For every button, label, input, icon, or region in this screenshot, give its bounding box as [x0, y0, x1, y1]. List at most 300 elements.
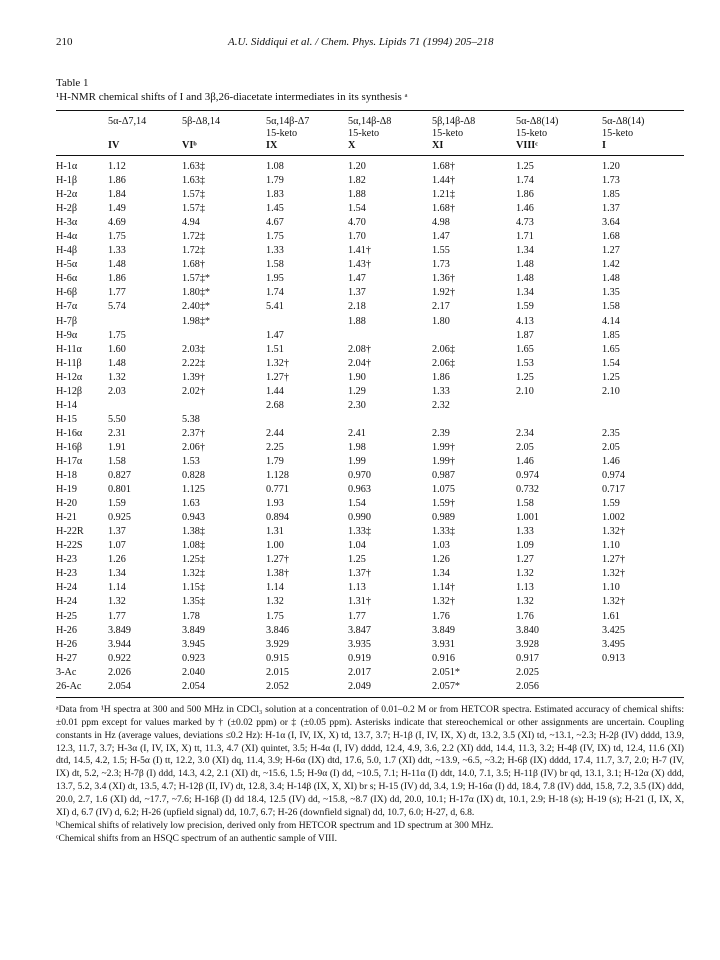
row-label: H-24 — [56, 596, 77, 608]
table-cell: 2.34 — [516, 427, 534, 439]
table-cell: 1.55 — [432, 245, 450, 257]
col-header-line1: 5α,14β-Δ7 — [266, 116, 310, 127]
table-cell: 2.68 — [266, 399, 284, 411]
table-cell: 1.00 — [266, 540, 284, 552]
table-cell — [432, 413, 516, 427]
table-cell: 2.31 — [108, 427, 126, 439]
table-cell: 1.10 — [602, 582, 620, 594]
row-label: H-16α — [56, 427, 83, 439]
table-cell: 5.50 — [108, 413, 126, 425]
col-header-line2 — [182, 128, 266, 140]
row-label: 3-Ac — [56, 666, 77, 678]
table-cell: 4.98 — [432, 217, 450, 229]
row-label: H-3α — [56, 217, 78, 229]
row-label: H-6α — [56, 273, 78, 285]
table-cell: 1.001 — [516, 512, 539, 524]
table-cell: 0.922 — [108, 652, 131, 664]
row-label: H-24 — [56, 582, 77, 594]
table-row — [56, 497, 684, 511]
table-cell: 1.32 — [266, 596, 284, 608]
table-row — [56, 286, 684, 300]
table-cell: 1.27† — [266, 554, 289, 566]
table-cell: 1.86 — [108, 175, 126, 187]
table-cell: 1.68† — [432, 203, 455, 215]
table-cell: 1.25 — [516, 161, 534, 172]
table-cell: 1.26 — [432, 554, 450, 566]
table-cell: 1.61 — [602, 610, 620, 622]
table-cell: 3.944 — [108, 638, 131, 650]
table-cell: 1.75 — [266, 610, 284, 622]
header-corner — [56, 140, 108, 156]
table-row — [56, 258, 684, 272]
row-label: H-4β — [56, 245, 78, 257]
table-cell: 1.37 — [348, 287, 366, 299]
table-row — [56, 567, 684, 581]
table-cell: 1.63‡ — [182, 175, 205, 187]
table-cell: 4.14 — [602, 315, 620, 327]
table-cell: 3.935 — [348, 638, 371, 650]
col-header-compound: XI — [432, 140, 444, 151]
table-cell: 1.76 — [432, 610, 450, 622]
table-cell: 1.76 — [516, 610, 534, 622]
table-cell: 1.78 — [182, 610, 200, 622]
row-label: H-22S — [56, 540, 83, 552]
table-cell: 0.827 — [108, 470, 131, 482]
table-cell: 1.44 — [266, 385, 284, 397]
row-label: H-16β — [56, 441, 83, 453]
table-cell: 3.425 — [602, 624, 625, 636]
table-cell: 1.08‡ — [182, 540, 205, 552]
row-label: H-7β — [56, 315, 78, 327]
table-caption — [56, 76, 684, 104]
table-cell: 2.35 — [602, 427, 620, 439]
table-cell: 1.128 — [266, 470, 289, 482]
table-cell — [602, 399, 684, 413]
table-cell: 4.67 — [266, 217, 284, 229]
col-header-line2: 15-keto — [516, 128, 548, 139]
table-cell: 0.990 — [348, 512, 371, 524]
table-cell: 0.717 — [602, 484, 625, 496]
table-cell: 1.57‡ — [182, 189, 205, 201]
table-cell: 1.72‡ — [182, 245, 205, 257]
col-header-compound: IV — [108, 140, 120, 151]
table-cell: 1.73 — [432, 259, 450, 271]
table-cell: 1.86 — [516, 189, 534, 201]
table-cell: 0.732 — [516, 484, 539, 496]
table-cell: 1.32† — [602, 568, 625, 580]
table-cell: 1.86 — [432, 371, 450, 383]
table-cell: 1.75 — [108, 329, 126, 341]
table-cell: 1.14 — [108, 582, 126, 594]
table-cell: 5.41 — [266, 301, 284, 313]
table-cell: 1.36† — [432, 273, 455, 285]
header-corner — [56, 128, 108, 140]
table-cell: 1.08 — [266, 161, 284, 172]
row-label: H-1α — [56, 161, 78, 172]
table-cell: 1.002 — [602, 512, 625, 524]
header-row-keto — [56, 128, 684, 140]
row-label: H-19 — [56, 484, 77, 496]
table-row — [56, 188, 684, 202]
table-cell: 1.86 — [108, 273, 126, 285]
table-cell: 1.59 — [602, 498, 620, 510]
table-cell: 1.54 — [348, 498, 366, 510]
table-cell: 2.056 — [516, 680, 539, 692]
table-cell: 1.35 — [602, 287, 620, 299]
table-cell: 1.10 — [602, 540, 620, 552]
table-cell: 0.916 — [432, 652, 455, 664]
table-cell: 1.93 — [266, 498, 284, 510]
header-row-compound — [56, 140, 684, 156]
row-label: H-1β — [56, 175, 78, 187]
col-header-line2: 15-keto — [432, 128, 464, 139]
row-label: H-9α — [56, 329, 78, 341]
table-cell: 1.07 — [108, 540, 126, 552]
table-cell: 2.17 — [432, 301, 450, 313]
table-cell — [602, 680, 684, 697]
col-header-line2: 15-keto — [602, 128, 634, 139]
table-cell: 1.46 — [516, 203, 534, 215]
table-cell: 3.928 — [516, 638, 539, 650]
footnote-b: ᵇChemical shifts of relatively low precision, derived only from HETCOR spectrum and 1D spectrum at 300 MHz. — [56, 819, 494, 831]
table-cell: 4.94 — [182, 217, 200, 229]
table-cell: 1.73 — [602, 175, 620, 187]
table-row — [56, 455, 684, 469]
table-row — [56, 511, 684, 525]
table-cell: 2.08† — [348, 343, 371, 355]
table-cell: 1.20 — [602, 161, 620, 172]
table-cell: 3.849 — [432, 624, 455, 636]
table-cell — [348, 329, 432, 343]
table-cell: 1.38‡ — [182, 526, 205, 538]
table-cell: 2.03 — [108, 385, 126, 397]
table-cell: 1.09 — [516, 540, 534, 552]
row-label: H-12β — [56, 385, 83, 397]
header-row-structure — [56, 111, 684, 128]
table-cell: 0.913 — [602, 652, 625, 664]
table-cell: 1.41† — [348, 245, 371, 257]
row-label: 26-Ac — [56, 680, 82, 692]
table-cell: 1.65 — [602, 343, 620, 355]
table-cell: 1.51 — [266, 343, 284, 355]
table-cell: 2.40‡* — [182, 301, 211, 313]
table-cell: 1.03 — [432, 540, 450, 552]
row-label: H-6β — [56, 287, 78, 299]
table-cell: 1.14† — [432, 582, 455, 594]
table-cell: 0.915 — [266, 652, 289, 664]
table-cell: 1.32‡ — [182, 568, 205, 580]
row-label: H-11α — [56, 343, 82, 355]
col-header-line1: 5β,14β-Δ8 — [432, 116, 476, 127]
table-cell: 2.05 — [516, 441, 534, 453]
table-cell: 0.943 — [182, 512, 205, 524]
table-row — [56, 610, 684, 624]
table-cell: 1.15‡ — [182, 582, 205, 594]
table-cell: 1.49 — [108, 203, 126, 215]
col-header-line1: 5α-Δ8(14) — [516, 116, 559, 127]
table-cell: 1.80 — [432, 315, 450, 327]
footnote-c: ᶜChemical shifts from an HSQC spectrum of an authentic sample of VIII. — [56, 832, 337, 844]
row-label: H-26 — [56, 624, 77, 636]
table-cell: 1.58 — [108, 455, 126, 467]
table-cell: 2.06‡ — [432, 343, 455, 355]
table-cell: 1.33‡ — [348, 526, 371, 538]
table-cell: 2.04† — [348, 357, 371, 369]
table-cell: 1.63 — [182, 498, 200, 510]
table-cell: 1.57‡ — [182, 203, 205, 215]
col-header-line1: 5β-Δ8,14 — [182, 116, 221, 127]
footnote-a: ᵃData from ¹H spectra at 300 and 500 MHz in CDCl₃ solution at a concentration of 0.01–0.2 M or from HETCOR spectra. Estimated accuracy of chemical shifts: ±0.01 ppm except for values marked by † (±0.02 ppm) or ‡ (±0.05 ppm). Asterisks indicate that stereochemical or other assignments are uncertain. Coupling constants in Hz (average values, deviations ≤0.2 Hz): H-1α (I, IV, IX, X) td, 13.7, 3.7; H-1β (I, IV, IX, X) dt, 13.2, 3.5 (XI) td, ~13.1, ~2.3; H-2β (IV) dddd, 13.9, 12.3, 11.7, 3.7; H-3α (I, IV, IX, X) tt, 11.3, 4.7 (XI) quintet, 3.5; H-4α (I, IV) dddd, 12.4, 4.9, 3.6, 2.2 (XI) ddd, 14.4, 11.3, 3.2; H-4β (IV, IX) td, 12.4, 11.6 (XI) dtd, 14.5, 4.2, 1.5; H-5α (I) tt, 12.2, 3.0 (XI) dq, 11.4, 3.9; H-6α (IX) dtd, 17.6, 5.0, 1.7 (XI) ddt, ~13.9, ~6.5, ~3.2; H-6β (IX) dddd, 17.4, 11.7, 3.7, 2.0; H-7 (IV, IX) dt, 5.2, ~2.3; H-7β (I) ddd, 14.3, 4.2, 2.1 (XI) dt, ~15.6, 1.5; H-9α (I) dd, ~10.5, 7.1; H-11α (I) ddt, 14.0, 7.1, 3.5; H-11β (IV) br qd, 13.1, 3.1; H-12α (X) ddd, 13.7, 5.2, 3.4 (XI) dt, 13.5, 4.7; H-12β (II, IV) dt, 12.8, 3.4; H-14β (IX, X, XI) br s; H-15 (IV) dd, 3.4, 1.9; H-16α (I) dd, 18.4, 7.8 (IV) ddd, 15.8, 7.2, 3.5 (IX) ddd, 20.0, 2.7, 1.6 (XI) dd, ~17.7, ~7.6; H-16β (I) dd 18.4, 12.5 (IV) dd, ~15.8, ~8.7 (IX) dd, 20.0, 10.1; H-17α (IX) dt, 10.1, 2.9; H-18 (s); H-19 (s); H-21 (I, IX, X, XI) d, 6.7 (IV) d, 6.2; H-26 (upfield signal) dd, 10.7, 6.7; H-26 (downfield signal) dd, 10.7, 6.0; H-27, d, 6.8. — [56, 703, 684, 819]
table-cell: 1.88 — [348, 315, 366, 327]
table-cell: 1.37† — [348, 568, 371, 580]
table-cell: 0.801 — [108, 484, 131, 496]
table-cell: 2.025 — [516, 666, 539, 678]
table-cell: 0.919 — [348, 652, 371, 664]
table-cell: 1.27† — [266, 371, 289, 383]
table-cell — [266, 413, 348, 427]
col-header-line2: 15-keto — [266, 128, 298, 139]
table-row — [56, 553, 684, 567]
row-label: H-2β — [56, 203, 78, 215]
row-label: H-21 — [56, 512, 77, 524]
table-cell: 1.37 — [108, 526, 126, 538]
table-cell: 1.92† — [432, 287, 455, 299]
table-cell: 2.040 — [182, 666, 205, 678]
table-cell: 1.075 — [432, 484, 455, 496]
row-label: H-5α — [56, 259, 78, 271]
row-label: H-12α — [56, 371, 83, 383]
table-cell: 1.48 — [108, 357, 126, 369]
table-cell: 1.95 — [266, 273, 284, 285]
table-cell: 1.26 — [108, 554, 126, 566]
table-cell: 1.68 — [602, 231, 620, 243]
table-cell — [108, 315, 182, 329]
table-cell: 1.57‡* — [182, 273, 211, 285]
table-cell: 1.90 — [348, 371, 366, 383]
table-cell: 1.99† — [432, 441, 455, 453]
table-cell: 1.12 — [108, 161, 126, 172]
table-cell: 1.98‡* — [182, 315, 211, 327]
table-cell: 1.39† — [182, 371, 205, 383]
journal-citation: A.U. Siddiqui et al. / Chem. Phys. Lipids 71 (1994) 205–218 — [228, 36, 494, 48]
table-cell: 1.58 — [266, 259, 284, 271]
table-cell: 2.054 — [182, 680, 205, 692]
table-cell: 0.989 — [432, 512, 455, 524]
row-label: H-26 — [56, 638, 77, 650]
table-cell: 1.75 — [108, 231, 126, 243]
row-label: H-23 — [56, 568, 77, 580]
table-cell: 4.73 — [516, 217, 534, 229]
table-cell: 1.32 — [516, 596, 534, 608]
table-cell: 1.42 — [602, 259, 620, 271]
table-row — [56, 413, 684, 427]
table-cell: 4.70 — [348, 217, 366, 229]
table-cell: 1.77 — [108, 287, 126, 299]
table-cell: 2.054 — [108, 680, 131, 692]
row-label: H-22R — [56, 526, 84, 538]
table-cell: 1.80‡* — [182, 287, 211, 299]
table-cell — [348, 413, 432, 427]
page — [56, 36, 684, 846]
table-cell: 0.771 — [266, 484, 289, 496]
table-cell — [602, 666, 684, 680]
table-cell: 1.21‡ — [432, 189, 455, 201]
table-row — [56, 469, 684, 483]
table-cell: 2.44 — [266, 427, 284, 439]
table-cell: 2.03‡ — [182, 343, 205, 355]
table-cell: 1.99† — [432, 455, 455, 467]
table-cell: 3.846 — [266, 624, 289, 636]
table-cell: 1.25 — [348, 554, 366, 566]
table-cell: 1.32 — [516, 568, 534, 580]
table-cell: 1.27 — [516, 554, 534, 566]
table-cell: 4.13 — [516, 315, 534, 327]
row-label: H-20 — [56, 498, 77, 510]
table-cell: 1.85 — [602, 189, 620, 201]
table-cell: 3.849 — [182, 624, 205, 636]
table-row — [56, 624, 684, 638]
table-cell: 1.48 — [516, 273, 534, 285]
table-cell: 1.47 — [432, 231, 450, 243]
table-cell: 0.974 — [516, 470, 539, 482]
table-cell: 1.47 — [348, 273, 366, 285]
table-cell: 1.91 — [108, 441, 126, 453]
table-row — [56, 638, 684, 652]
table-cell: 0.923 — [182, 652, 205, 664]
table-cell: 2.05 — [602, 441, 620, 453]
table-cell: 0.925 — [108, 512, 131, 524]
table-cell: 1.59 — [516, 301, 534, 313]
table-cell: 1.79 — [266, 175, 284, 187]
table-cell: 1.63‡ — [182, 161, 205, 172]
row-label: H-25 — [56, 610, 77, 622]
table-cell: 2.41 — [348, 427, 366, 439]
table-row — [56, 399, 684, 413]
table-cell: 1.27† — [602, 554, 625, 566]
table-cell: 1.54 — [602, 357, 620, 369]
table-body — [56, 156, 684, 697]
table-cell — [432, 329, 516, 343]
table-cell: 1.65 — [516, 343, 534, 355]
table-cell: 1.58 — [516, 498, 534, 510]
table-row — [56, 216, 684, 230]
table-cell: 1.77 — [108, 610, 126, 622]
table-cell: 1.34 — [516, 287, 534, 299]
table-cell: 1.85 — [602, 329, 620, 341]
table-cell: 1.35‡ — [182, 596, 205, 608]
row-label: H-18 — [56, 470, 77, 482]
table-cell: 3.847 — [348, 624, 371, 636]
table-cell: 1.33 — [432, 385, 450, 397]
table-cell: 1.38† — [266, 568, 289, 580]
table-cell: 1.31 — [266, 526, 284, 538]
table-row — [56, 539, 684, 553]
table-cell: 2.06† — [182, 441, 205, 453]
table-row — [56, 357, 684, 371]
table-row — [56, 315, 684, 329]
row-label: H-11β — [56, 357, 82, 369]
table-cell: 1.87 — [516, 329, 534, 341]
table-cell — [182, 399, 266, 413]
table-cell: 1.44† — [432, 175, 455, 187]
table-cell: 1.32 — [108, 371, 126, 383]
table-cell: 1.48 — [602, 273, 620, 285]
table-cell: 1.53 — [182, 455, 200, 467]
table-cell: 1.33‡ — [432, 526, 455, 538]
table-cell: 1.25‡ — [182, 554, 205, 566]
table-row — [56, 652, 684, 666]
table-cell: 1.32 — [108, 596, 126, 608]
table-cell: 1.37 — [602, 203, 620, 215]
table-cell: 2.25 — [266, 441, 284, 453]
table-cell: 1.53 — [516, 357, 534, 369]
col-header-compound: X — [348, 140, 356, 151]
table-cell: 2.18 — [348, 301, 366, 313]
table-cell: 1.34 — [516, 245, 534, 257]
table-cell: 0.963 — [348, 484, 371, 496]
table-cell: 1.60 — [108, 343, 126, 355]
table-cell: 1.13 — [516, 582, 534, 594]
table-cell: 1.04 — [348, 540, 366, 552]
table-cell: 5.38 — [182, 413, 200, 425]
table-cell: 2.37† — [182, 427, 205, 439]
table-cell: 2.06‡ — [432, 357, 455, 369]
table-cell: 2.32 — [432, 399, 450, 411]
table-cell: 1.32† — [266, 357, 289, 369]
table-cell: 0.987 — [432, 470, 455, 482]
col-header-compound: I — [602, 140, 606, 151]
table-cell: 1.29 — [348, 385, 366, 397]
nmr-table — [56, 111, 684, 697]
table-cell: 1.48 — [516, 259, 534, 271]
table-cell: 1.14 — [266, 582, 284, 594]
table-cell: 1.99 — [348, 455, 366, 467]
row-label: H-14 — [56, 399, 77, 411]
running-header — [56, 36, 684, 48]
table-cell: 0.970 — [348, 470, 371, 482]
table-cell: 2.057* — [432, 680, 461, 692]
table-cell: 1.46 — [602, 455, 620, 467]
table-cell: 4.69 — [108, 217, 126, 229]
table-cell — [516, 413, 602, 427]
table-cell: 2.22‡ — [182, 357, 205, 369]
table-row — [56, 581, 684, 595]
table-cell: 1.71 — [516, 231, 534, 243]
table-row — [56, 595, 684, 609]
nmr-table-wrapper — [56, 110, 684, 698]
table-cell — [602, 413, 684, 427]
table-cell: 2.051* — [432, 666, 461, 678]
table-cell: 2.10 — [516, 385, 534, 397]
table-cell: 1.68† — [182, 259, 205, 271]
table-cell: 3.495 — [602, 638, 625, 650]
table-cell: 1.75 — [266, 231, 284, 243]
table-row — [56, 483, 684, 497]
col-header-line2: 15-keto — [348, 128, 380, 139]
table-cell: 3.929 — [266, 638, 289, 650]
table-cell: 1.77 — [348, 610, 366, 622]
table-row — [56, 174, 684, 188]
page-number: 210 — [56, 36, 73, 48]
table-cell — [108, 399, 182, 413]
row-label: H-15 — [56, 413, 77, 425]
table-cell: 1.54 — [348, 203, 366, 215]
table-cell: 1.74 — [516, 175, 534, 187]
table-cell: 1.59 — [108, 498, 126, 510]
col-header-compound: VIᵇ — [182, 140, 197, 151]
table-cell: 1.32† — [602, 596, 625, 608]
table-cell: 1.32† — [432, 596, 455, 608]
